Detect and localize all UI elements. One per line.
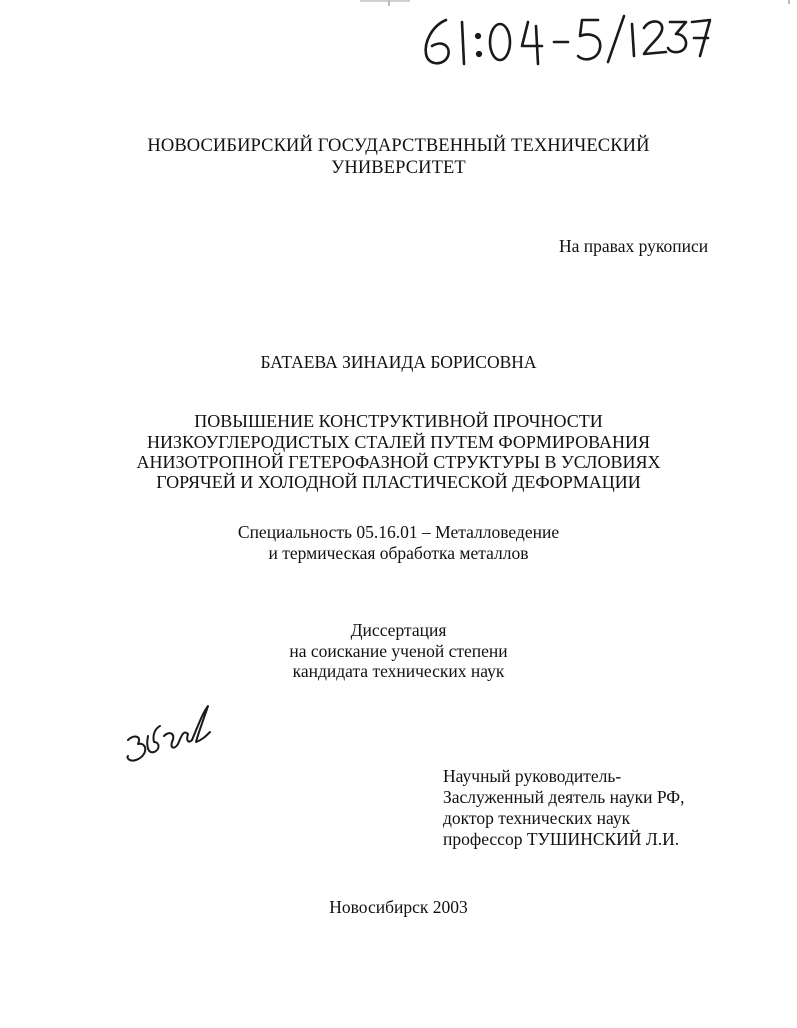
thesis-title-line-1: ПОВЫШЕНИЕ КОНСТРУКТИВНОЙ ПРОЧНОСТИ — [194, 411, 603, 431]
scan-speck — [388, 0, 390, 6]
dissertation-line-2: на соискание ученой степени — [289, 641, 508, 661]
thesis-title-line-3: АНИЗОТРОПНОЙ ГЕТЕРОФАЗНОЙ СТРУКТУРЫ В УСЛОВИЯХ — [136, 452, 661, 472]
thesis-title-line-4: ГОРЯЧЕЙ И ХОЛОДНОЙ ПЛАСТИЧЕСКОЙ ДЕФОРМАЦИИ — [156, 472, 641, 492]
manuscript-rights: На правах рукописи — [559, 236, 709, 256]
university-line-2: УНИВЕРСИТЕТ — [331, 158, 466, 178]
supervisor-line-3: доктор технических наук — [443, 808, 631, 828]
supervisor-line-1: Научный руководитель- — [443, 766, 622, 786]
specialty-line-1: Специальность 05.16.01 – Металловедение — [237, 522, 560, 542]
city-year: Новосибирск 2003 — [329, 897, 468, 917]
scan-edge — [360, 0, 410, 2]
dissertation-line-1: Диссертация — [350, 620, 447, 640]
supervisor-line-4: профессор ТУШИНСКИЙ Л.И. — [443, 829, 680, 849]
scan-speck — [788, 0, 790, 4]
dissertation-line-3: кандидата технических наук — [292, 661, 505, 681]
thesis-title-line-2: НИЗКОУГЛЕРОДИСТЫХ СТАЛЕЙ ПУТЕМ ФОРМИРОВАНИЯ — [147, 432, 650, 452]
specialty-line-2: и термическая обработка металлов — [268, 543, 529, 563]
author-name: БАТАЕВА ЗИНАИДА БОРИСОВНА — [260, 352, 537, 372]
university-line-1: НОВОСИБИРСКИЙ ГОСУДАРСТВЕННЫЙ ТЕХНИЧЕСКИЙ — [147, 136, 650, 156]
archive-code-handwritten — [418, 6, 718, 70]
supervisor-line-2: Заслуженный деятель науки РФ, — [443, 787, 685, 807]
handwritten-signature — [118, 700, 218, 770]
